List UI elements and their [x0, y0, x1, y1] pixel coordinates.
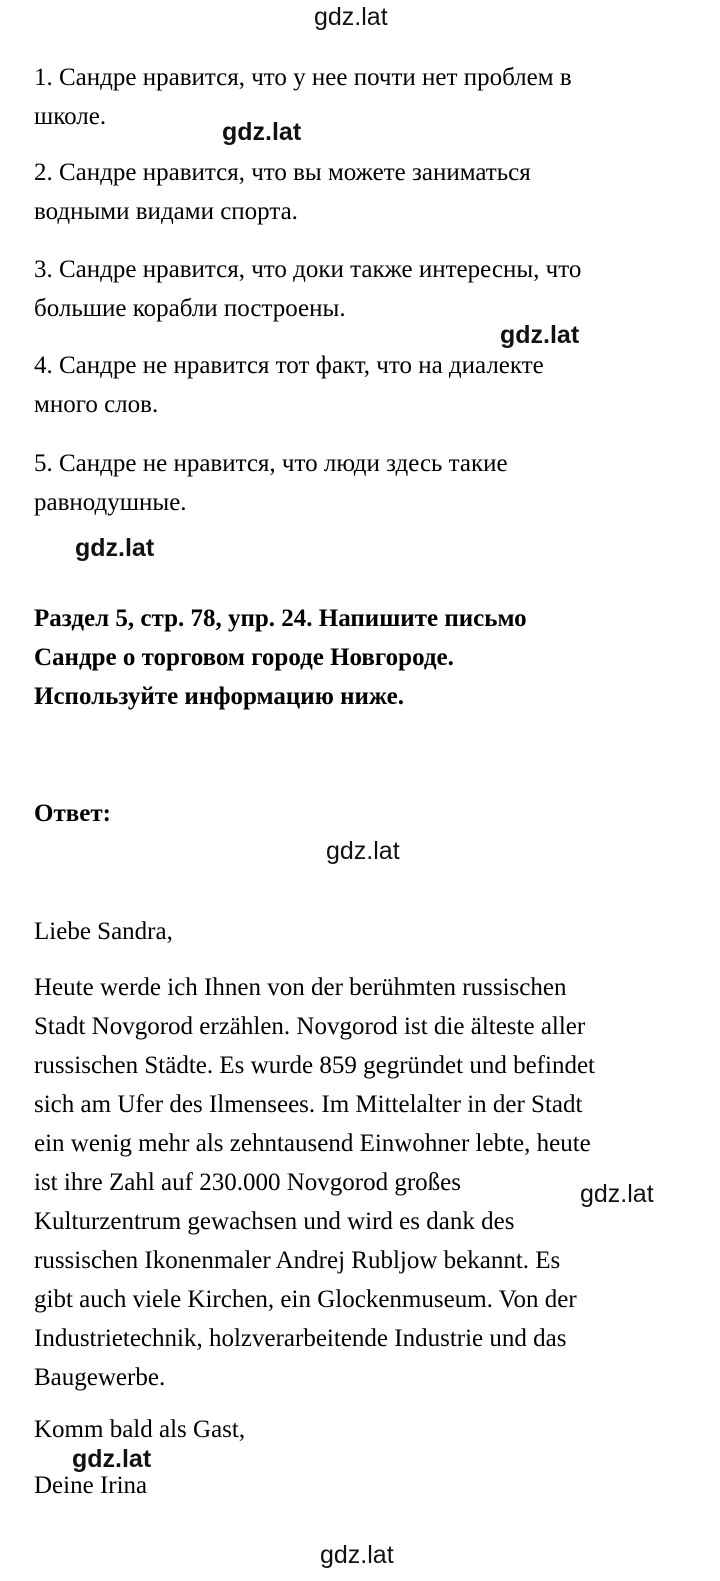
answer-item: 2. Сандре нравится, что вы можете заниматься водными видами спорта.	[34, 159, 531, 225]
watermark: gdz.lat	[222, 118, 302, 146]
letter-body: Heute werde ich Ihnen von der berühmten russischen Stadt Novgorod erzählen. Novgorod ist die älteste aller russischen Städte. Es wurde 859 gegründet und befindet sich am Ufer des Ilmensees. Im Mittelalter in der Stadt ein wenig mehr als zehntausend Einwohner lebte, heute ist ihre Zahl auf 230.000 Novgorod großes Kulturzentrum gewachsen und wird es dank des russischen Ikonenmaler Andrej Rubljow bekannt. Es gibt auch viele Kirchen, ein Glockenmuseum. Von der Industrietechnik, holzverarbeitende Industrie und das Baugewerbe.	[34, 974, 595, 1391]
watermark: gdz.lat	[72, 1445, 152, 1473]
answer-label: Ответ:	[34, 800, 111, 827]
watermark: gdz.lat	[500, 321, 580, 349]
watermark: gdz.lat	[314, 3, 388, 31]
watermark: gdz.lat	[320, 1541, 394, 1569]
answer-item: 3. Сандре нравится, что доки также интересны, что большие корабли построены.	[34, 256, 582, 322]
letter-signature: Deine Irina	[34, 1472, 148, 1499]
watermark: gdz.lat	[326, 837, 400, 865]
watermark: gdz.lat	[75, 534, 155, 562]
task-heading: Раздел 5, стр. 78, упр. 24. Напишите письмо Сандре о торговом городе Новгороде. Используйте информацию ниже.	[34, 605, 527, 710]
answer-item: 5. Сандре не нравится, что люди здесь такие равнодушные.	[34, 450, 508, 516]
answer-item: 1. Сандре нравится, что у нее почти нет проблем в школе.	[34, 64, 572, 130]
answer-item: 4. Сандре не нравится тот факт, что на диалекте много слов.	[34, 352, 544, 418]
letter-greeting: Liebe Sandra,	[34, 918, 173, 945]
letter-closing: Komm bald als Gast,	[34, 1416, 246, 1443]
watermark: gdz.lat	[580, 1180, 654, 1208]
